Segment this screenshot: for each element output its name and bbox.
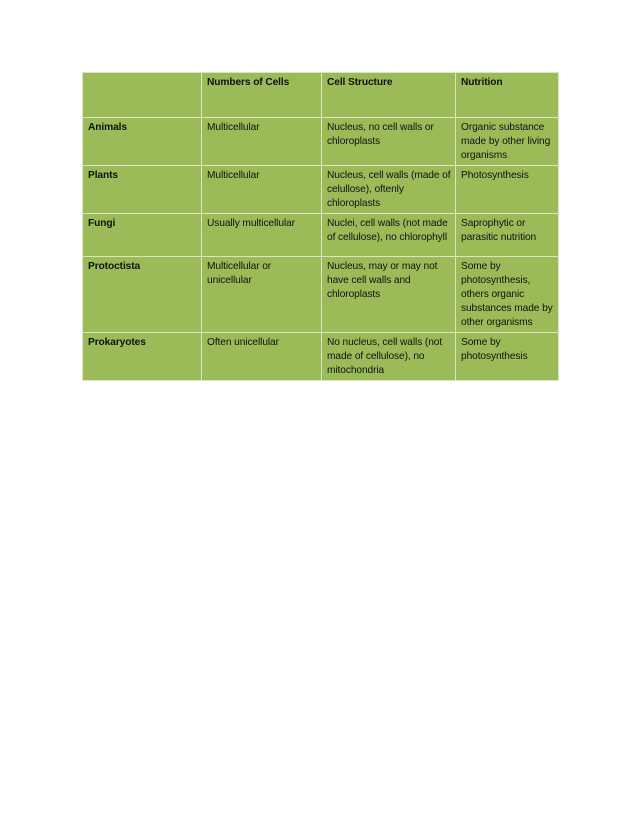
- cell-numbers-of-cells: Multicellular: [202, 166, 322, 214]
- cell-structure: No nucleus, cell walls (not made of cellulose), no mitochondria: [322, 333, 456, 381]
- row-label-protoctista: Protoctista: [83, 257, 202, 333]
- cell-nutrition: Photosynthesis: [456, 166, 559, 214]
- cell-nutrition: Saprophytic or parasitic nutrition: [456, 214, 559, 257]
- header-cell-empty: [83, 73, 202, 118]
- header-cell-structure: Cell Structure: [322, 73, 456, 118]
- cell-numbers-of-cells: Multicellular: [202, 118, 322, 166]
- row-label-animals: Animals: [83, 118, 202, 166]
- table-row: [83, 333, 559, 381]
- cell-nutrition: Organic substance made by other living organisms: [456, 118, 559, 166]
- kingdom-comparison-table: [82, 72, 559, 381]
- cell-structure: Nucleus, no cell walls or chloroplasts: [322, 118, 456, 166]
- table-header-row: [83, 73, 559, 118]
- header-nutrition: Nutrition: [456, 73, 559, 118]
- table-row: [83, 118, 559, 166]
- cell-numbers-of-cells: Often unicellular: [202, 333, 322, 381]
- cell-numbers-of-cells: Usually multicellular: [202, 214, 322, 257]
- table-row: [83, 257, 559, 333]
- cell-structure: Nuclei, cell walls (not made of cellulose), no chlorophyll: [322, 214, 456, 257]
- row-label-prokaryotes: Prokaryotes: [83, 333, 202, 381]
- cell-structure: Nucleus, may or may not have cell walls and chloroplasts: [322, 257, 456, 333]
- cell-numbers-of-cells: Multicellular or unicellular: [202, 257, 322, 333]
- cell-structure: Nucleus, cell walls (made of celullose), oftenly chloroplasts: [322, 166, 456, 214]
- row-label-plants: Plants: [83, 166, 202, 214]
- header-numbers-of-cells: Numbers of Cells: [202, 73, 322, 118]
- row-label-fungi: Fungi: [83, 214, 202, 257]
- table-row: [83, 214, 559, 257]
- table-row: [83, 166, 559, 214]
- cell-nutrition: Some by photosynthesis: [456, 333, 559, 381]
- cell-nutrition: Some by photosynthesis, others organic substances made by other organisms: [456, 257, 559, 333]
